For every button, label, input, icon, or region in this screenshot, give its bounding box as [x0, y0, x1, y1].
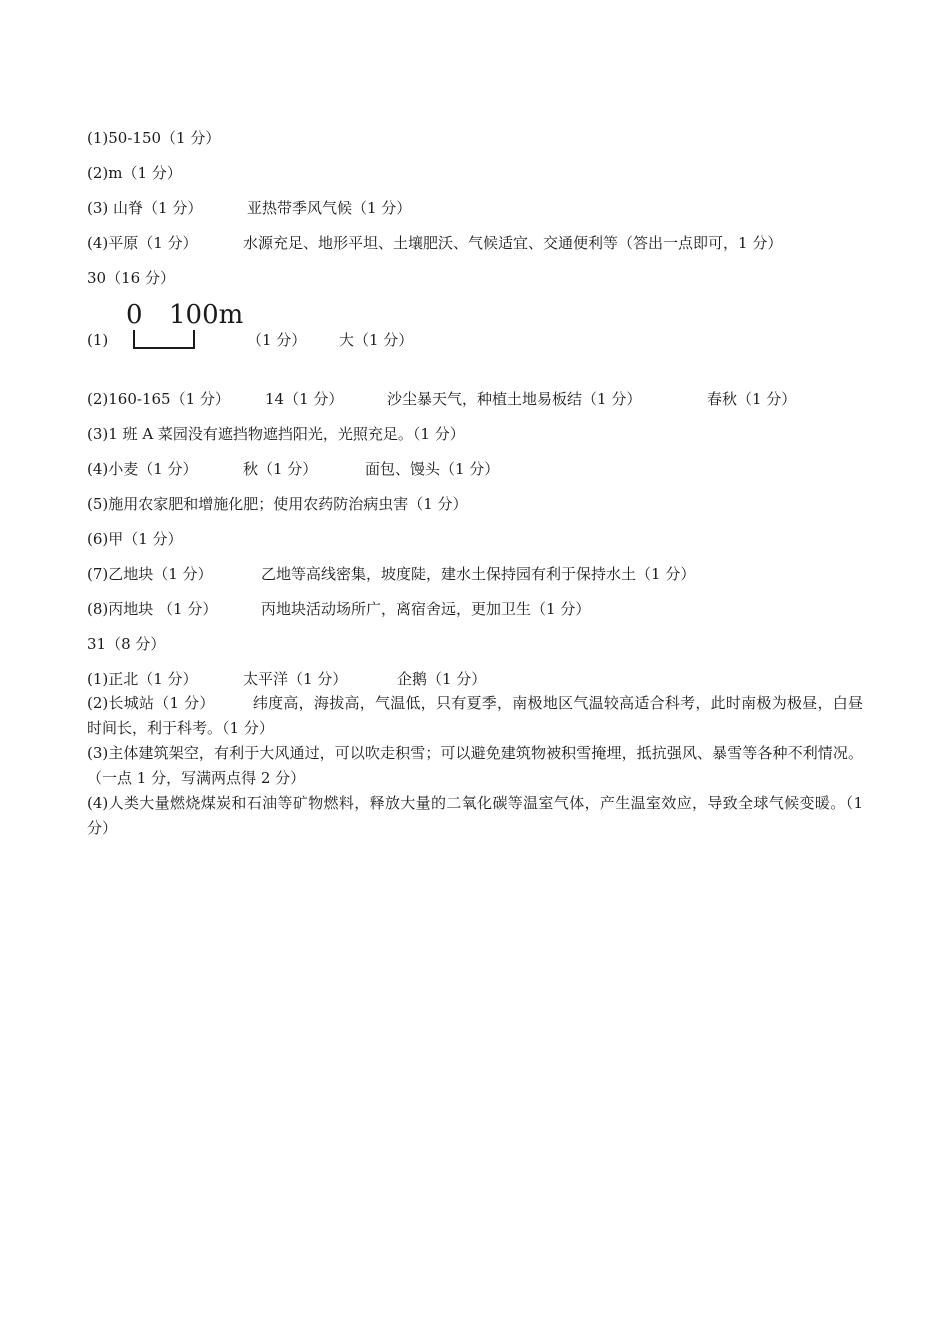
answer-text: 亚热带季风气候（1 分） [247, 199, 412, 217]
answer-text: (2)160-165（1 分） [87, 390, 230, 408]
answer-text: (7)乙地块（1 分） [87, 565, 213, 583]
answer-text: (4)小麦（1 分） [87, 460, 198, 478]
answer-text: (1) [87, 331, 109, 349]
answer-text: 丙地块活动场所广，离宿舍远，更加卫生（1 分） [261, 600, 591, 618]
answer-text: 太平洋（1 分） [243, 670, 348, 688]
scale-label-end: 100m [169, 300, 244, 330]
scale-bar-line [133, 300, 253, 352]
answer-text: 14（1 分） [265, 390, 344, 408]
scale-bar [126, 300, 253, 352]
answer-text: (1)50-150（1 分） [87, 129, 221, 147]
answer-31-2: (2)长城站（1 分） 纬度高，海拔高，气温低，只有夏季，南极地区气温较高适合科考，此时南极为极昼，白昼时间长，利于科考。（1 分） [87, 694, 863, 737]
answer-text: 大（1 分） [339, 331, 414, 349]
answer-text: 面包、馒头（1 分） [365, 460, 500, 478]
answer-text: (4)平原（1 分） [87, 234, 198, 252]
answer-text: 水源充足、地形平坦、土壤肥沃、气候适宜、交通便利等（答出一点即可，1 分） [243, 234, 783, 252]
section-heading: 30（16 分） [87, 269, 175, 287]
answer-text: 企鹅（1 分） [397, 670, 487, 688]
answer-text: 春秋（1 分） [707, 390, 797, 408]
answer-text: (5)施用农家肥和增施化肥；使用农药防治病虫害（1 分） [87, 495, 468, 513]
answer-text: 乙地等高线密集，坡度陡，建水土保持园有利于保持水土（1 分） [261, 565, 696, 583]
answer-text: （1 分） [247, 331, 307, 349]
answer-text: (6)甲（1 分） [87, 530, 183, 548]
section-heading: 31（8 分） [87, 635, 166, 653]
answer-text: (1)正北（1 分） [87, 670, 198, 688]
answer-text: 沙尘暴天气，种植土地易板结（1 分） [387, 390, 642, 408]
answer-text: (3)1 班 A 菜园没有遮挡物遮挡阳光，光照充足。（1 分） [87, 425, 465, 443]
answer-text: (2)m（1 分） [87, 164, 182, 182]
answer-31-4: (4)人类大量燃烧煤炭和石油等矿物燃料，释放大量的二氧化碳等温室气体，产生温室效应，导致全球气候变暖。（1 分） [87, 794, 863, 837]
scale-label-start: 0 [126, 300, 143, 330]
answer-text: (3) 山脊（1 分） [87, 199, 203, 217]
answer-text: 秋（1 分） [243, 460, 318, 478]
answer-text: (8)丙地块 （1 分） [87, 600, 218, 618]
answer-31-3: (3)主体建筑架空，有利于大风通过，可以吹走积雪；可以避免建筑物被积雪掩埋，抵抗强风、暴雪等各种不利情况。（一点 1 分，写满两点得 2 分） [87, 744, 863, 787]
